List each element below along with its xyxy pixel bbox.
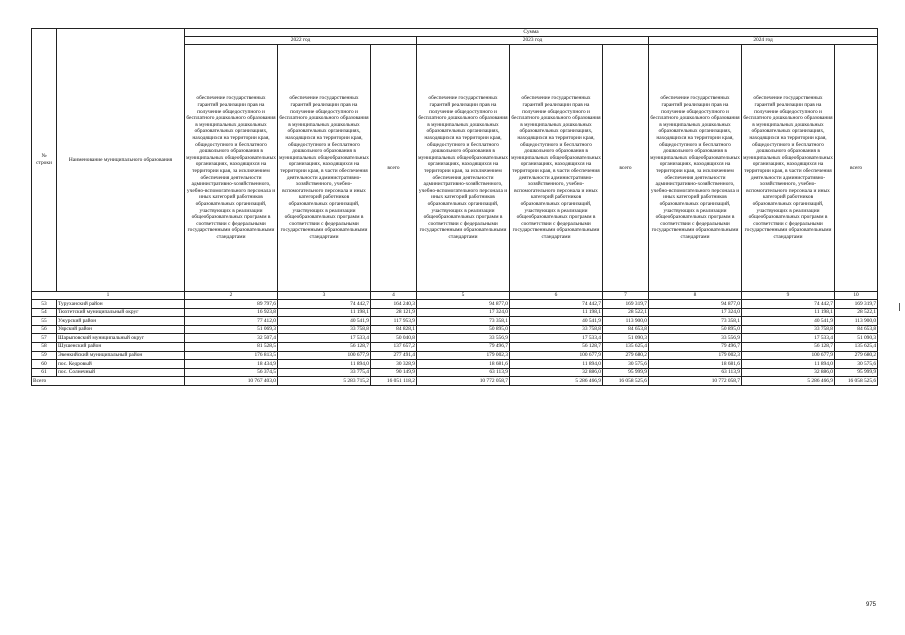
municipality-name: Шарыповский муниципальный округ [57,334,185,343]
amount-cell: 169 319,7 [835,300,878,309]
row-number: 54 [32,308,57,317]
total-value: 10 772 058,7 [417,377,510,386]
desc-2024-guarantees: обеспечение государственных гарантий реализации прав на получение общедоступного и бесплатного дошкольного образования в муниципальных дошкольных образовательных организациях, находящихся на территории края, общедоступного и бесплатного дошкольного образования в муниципальных общеобразовательных организациях, находящихся на территории края, за исключением обеспечения деятельности административно-хозяйственного, учебно-вспомогательного персонала и иных категорий работников образовательных организаций, участвующих в реализации общеобразовательных программ в соответствии с федеральными государственными образовательными стандартами [649,45,742,292]
total-value: 16 051 118,2 [371,377,417,386]
amount-cell: 94 877,0 [649,300,742,309]
amount-cell: 50 040,8 [371,334,417,343]
row-number: 58 [32,342,57,351]
amount-cell: 17 324,0 [417,308,510,317]
municipality-name: Туруханский район [57,300,185,309]
amount-cell: 89 797,6 [185,300,278,309]
amount-cell: 56 128,7 [742,342,835,351]
amount-cell: 113 900,0 [603,317,649,326]
amount-cell: 11 198,1 [278,308,371,317]
amount-cell: 81 528,5 [185,342,278,351]
column-number: 4 [371,292,417,300]
budget-table [31,28,878,386]
amount-cell: 95 999,9 [835,368,878,377]
amount-cell: 33 775,4 [278,368,371,377]
amount-cell: 33 758,8 [510,325,603,334]
table-row [32,308,878,317]
table-row [32,334,878,343]
table-row [32,325,878,334]
amount-cell: 73 358,1 [417,317,510,326]
municipality-name: пос. Кедровый [57,360,185,369]
column-number: 1 [32,292,185,300]
amount-cell: 79 496,7 [417,342,510,351]
column-number: 2 [185,292,278,300]
column-number: 7 [603,292,649,300]
amount-cell: 277 491,4 [371,351,417,360]
desc-2024-support-staff: обеспечение государственных гарантий реализации прав на получение общедоступного и бесплатного дошкольного образования в муниципальных дошкольных образовательных организациях, находящихся на территории края, общедоступного и бесплатного дошкольного образования в муниципальных общеобразовательных организациях, находящихся на территории края, в части обеспечения деятельности административно-хозяйственного, учебно-вспомогательного персонала и иных категорий работников образовательных организаций, участвующих в реализации общеобразовательных программ в соответствии с федеральными государственными образовательными стандартами [742,45,835,292]
column-number: 10 [835,292,878,300]
amount-cell: 137 657,2 [371,342,417,351]
amount-cell: 77 412,0 [185,317,278,326]
amount-cell: 79 496,7 [649,342,742,351]
table-row [32,360,878,369]
amount-cell: 74 442,7 [510,300,603,309]
amount-cell: 117 953,9 [371,317,417,326]
row-number: 59 [32,351,57,360]
amount-cell: 176 813,5 [185,351,278,360]
amount-cell: 18 681,6 [417,360,510,369]
amount-cell: 84 653,8 [603,325,649,334]
amount-cell: 56 128,7 [510,342,603,351]
amount-cell: 100 677,9 [278,351,371,360]
amount-cell: 17 533,4 [278,334,371,343]
amount-cell: 40 541,9 [510,317,603,326]
amount-cell: 169 319,7 [603,300,649,309]
year-header-2022: 2022 год [185,37,417,45]
row-number: 56 [32,325,57,334]
desc-2022-guarantees: обеспечение государственных гарантий реализации прав на получение общедоступного и бесплатного дошкольного образования в муниципальных дошкольных образовательных организациях, находящихся на территории края, общедоступного и бесплатного дошкольного образования в муниципальных общеобразовательных организациях, находящихся на территории края, за исключением обеспечения деятельности административно-хозяйственного, учебно-вспомогательного персонала и иных категорий работников образовательных организаций, участвующих в реализации общеобразовательных программ в соответствии с федеральными государственными образовательными стандартами [185,45,278,292]
total-header-2024: всего [835,45,878,292]
row-number: 57 [32,334,57,343]
amount-cell: 100 677,9 [510,351,603,360]
total-label: Всего [32,377,185,386]
amount-cell: 56 374,5 [185,368,278,377]
row-number: 61 [32,368,57,377]
amount-cell: 30 328,9 [371,360,417,369]
table-row [32,300,878,309]
amount-cell: 73 358,1 [649,317,742,326]
total-value: 5 286 466,9 [510,377,603,386]
municipality-header: Наименование муниципального образования [57,29,185,292]
row-number-header: № строки [32,29,57,292]
desc-2022-support-staff: обеспечение государственных гарантий реализации прав на получение общедоступного и бесплатного дошкольного образования в муниципальных дошкольных образовательных организациях, находящихся на территории края, общедоступного и бесплатного дошкольного образования в муниципальных общеобразовательных организациях, находящихся на территории края, в части обеспечения деятельности административно-хозяйственного, учебно-вспомогательного персонала и иных категорий работников образовательных организаций, участвующих в реализации общеобразовательных программ в соответствии с федеральными государственными образовательными стандартами [278,45,371,292]
row-number: 53 [32,300,57,309]
amount-cell: 32 886,0 [510,368,603,377]
amount-cell: 30 575,6 [835,360,878,369]
amount-cell: 11 198,1 [510,308,603,317]
column-number: 3 [278,292,371,300]
column-number: 5 [417,292,510,300]
table-row [32,342,878,351]
municipality-name: Эвенкийский муниципальный район [57,351,185,360]
sum-header: Сумма [185,29,878,37]
row-number: 55 [32,317,57,326]
amount-cell: 18 681,6 [649,360,742,369]
total-value: 5 286 466,9 [742,377,835,386]
amount-cell: 279 680,2 [603,351,649,360]
total-header-2022: всего [371,45,417,292]
amount-cell: 30 575,6 [603,360,649,369]
amount-cell: 11 198,1 [742,308,835,317]
year-header-2023: 2023 год [417,37,649,45]
amount-cell: 51 090,3 [835,334,878,343]
amount-cell: 94 877,0 [417,300,510,309]
total-value: 16 058 525,6 [835,377,878,386]
amount-cell: 11 894,0 [278,360,371,369]
total-header-2023: всего [603,45,649,292]
amount-cell: 84 828,1 [371,325,417,334]
amount-cell: 113 900,0 [835,317,878,326]
total-value: 10 772 058,7 [649,377,742,386]
municipality-name: Уярский район [57,325,185,334]
total-row [32,377,878,386]
table-row [32,368,878,377]
amount-cell: 33 758,8 [742,325,835,334]
amount-cell: 74 442,7 [742,300,835,309]
amount-cell: 100 677,9 [742,351,835,360]
amount-cell: 40 541,9 [278,317,371,326]
municipality-name: Ужурский район [57,317,185,326]
amount-cell: 16 923,8 [185,308,278,317]
column-number: 6 [510,292,603,300]
scan-edge-mark [899,303,900,311]
municipality-name: пос. Солнечный [57,368,185,377]
amount-cell: 28 522,1 [835,308,878,317]
amount-cell: 74 442,7 [278,300,371,309]
amount-cell: 135 625,4 [603,342,649,351]
amount-cell: 90 149,9 [371,368,417,377]
amount-cell: 56 128,7 [278,342,371,351]
amount-cell: 18 434,9 [185,360,278,369]
amount-cell: 11 894,0 [742,360,835,369]
amount-cell: 28 121,9 [371,308,417,317]
amount-cell: 63 113,9 [649,368,742,377]
amount-cell: 17 533,4 [742,334,835,343]
amount-cell: 84 653,8 [835,325,878,334]
amount-cell: 11 894,0 [510,360,603,369]
desc-2023-support-staff: обеспечение государственных гарантий реализации прав на получение общедоступного и бесплатного дошкольного образования в муниципальных дошкольных образовательных организациях, находящихся на территории края, общедоступного и бесплатного дошкольного образования в муниципальных общеобразовательных организациях, находящихся на территории края, в части обеспечения деятельности административно-хозяйственного, учебно-вспомогательного персонала и иных категорий работников образовательных организаций, участвующих в реализации общеобразовательных программ в соответствии с федеральными государственными образовательными стандартами [510,45,603,292]
amount-cell: 50 895,0 [649,325,742,334]
amount-cell: 164 240,3 [371,300,417,309]
amount-cell: 179 002,3 [649,351,742,360]
amount-cell: 33 758,8 [278,325,371,334]
amount-cell: 50 895,0 [417,325,510,334]
row-number: 60 [32,360,57,369]
amount-cell: 28 522,1 [603,308,649,317]
amount-cell: 33 556,9 [417,334,510,343]
municipality-name: Тюхтетский муниципальный округ [57,308,185,317]
amount-cell: 32 886,0 [742,368,835,377]
amount-cell: 32 507,4 [185,334,278,343]
column-number-row [32,292,878,300]
column-number: 8 [649,292,742,300]
amount-cell: 95 999,9 [603,368,649,377]
amount-cell: 279 680,2 [835,351,878,360]
amount-cell: 135 625,4 [835,342,878,351]
amount-cell: 51 090,3 [603,334,649,343]
page-number: 975 [866,602,877,608]
municipality-name: Шушенский район [57,342,185,351]
year-header-2024: 2024 год [649,37,878,45]
table-row [32,351,878,360]
amount-cell: 51 069,3 [185,325,278,334]
total-value: 10 767 403,0 [185,377,278,386]
table-row [32,317,878,326]
total-value: 5 283 715,2 [278,377,371,386]
column-number: 9 [742,292,835,300]
amount-cell: 17 533,4 [510,334,603,343]
amount-cell: 63 113,9 [417,368,510,377]
amount-cell: 33 556,9 [649,334,742,343]
amount-cell: 40 541,9 [742,317,835,326]
amount-cell: 17 324,0 [649,308,742,317]
desc-2023-guarantees: обеспечение государственных гарантий реализации прав на получение общедоступного и бесплатного дошкольного образования в муниципальных дошкольных образовательных организациях, находящихся на территории края, общедоступного и бесплатного дошкольного образования в муниципальных общеобразовательных организациях, находящихся на территории края, за исключением обеспечения деятельности административно-хозяйственного, учебно-вспомогательного персонала и иных категорий работников образовательных организаций, участвующих в реализации общеобразовательных программ в соответствии с федеральными государственными образовательными стандартами [417,45,510,292]
amount-cell: 179 002,3 [417,351,510,360]
total-value: 16 058 525,6 [603,377,649,386]
